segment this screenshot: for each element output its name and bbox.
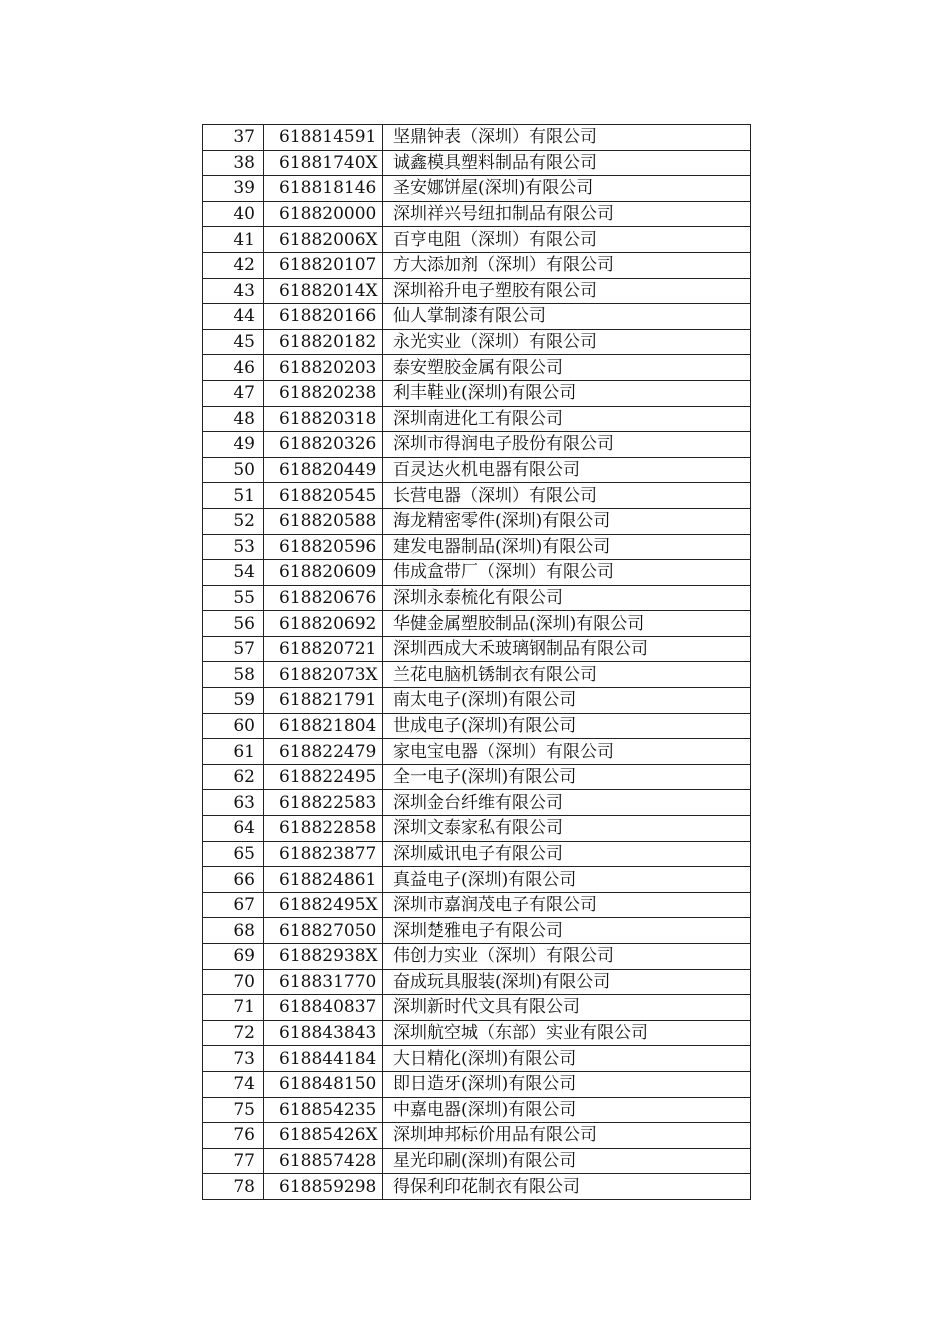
table-row xyxy=(203,560,751,586)
company-name: 家电宝电器（深圳）有限公司 xyxy=(383,739,751,765)
organization-code: 61882495X xyxy=(264,892,383,918)
company-name: 深圳金台纤维有限公司 xyxy=(383,790,751,816)
row-number: 73 xyxy=(203,1046,264,1072)
row-number: 42 xyxy=(203,252,264,278)
organization-code: 618822479 xyxy=(264,739,383,765)
organization-code: 618857428 xyxy=(264,1148,383,1174)
company-name: 全一电子(深圳)有限公司 xyxy=(383,764,751,790)
table-row xyxy=(203,176,751,202)
organization-code: 61882938X xyxy=(264,944,383,970)
organization-code: 618822495 xyxy=(264,764,383,790)
organization-code: 618820692 xyxy=(264,611,383,637)
table-row xyxy=(203,252,751,278)
company-name: 深圳威讯电子有限公司 xyxy=(383,841,751,867)
company-name: 深圳永泰梳化有限公司 xyxy=(383,585,751,611)
organization-code: 618843843 xyxy=(264,1020,383,1046)
organization-code: 618820107 xyxy=(264,252,383,278)
table-row xyxy=(203,329,751,355)
organization-code: 618820676 xyxy=(264,585,383,611)
row-number: 69 xyxy=(203,944,264,970)
table-row xyxy=(203,1097,751,1123)
row-number: 61 xyxy=(203,739,264,765)
company-name: 大日精化(深圳)有限公司 xyxy=(383,1046,751,1072)
table-row xyxy=(203,816,751,842)
company-name: 深圳新时代文具有限公司 xyxy=(383,995,751,1021)
company-name: 兰花电脑机锈制衣有限公司 xyxy=(383,662,751,688)
row-number: 77 xyxy=(203,1148,264,1174)
company-name: 海龙精密零件(深圳)有限公司 xyxy=(383,508,751,534)
table-row xyxy=(203,995,751,1021)
row-number: 59 xyxy=(203,688,264,714)
row-number: 66 xyxy=(203,867,264,893)
organization-code: 618818146 xyxy=(264,176,383,202)
company-name: 中嘉电器(深圳)有限公司 xyxy=(383,1097,751,1123)
organization-code: 618822583 xyxy=(264,790,383,816)
organization-code: 618820238 xyxy=(264,380,383,406)
table-row xyxy=(203,969,751,995)
organization-code: 618831770 xyxy=(264,969,383,995)
organization-code: 61882006X xyxy=(264,227,383,253)
table-row xyxy=(203,1020,751,1046)
table-row xyxy=(203,790,751,816)
company-name: 深圳航空城（东部）实业有限公司 xyxy=(383,1020,751,1046)
row-number: 46 xyxy=(203,355,264,381)
company-name: 即日造牙(深圳)有限公司 xyxy=(383,1071,751,1097)
row-number: 71 xyxy=(203,995,264,1021)
organization-code: 618859298 xyxy=(264,1174,383,1200)
table-row xyxy=(203,201,751,227)
company-name: 长营电器（深圳）有限公司 xyxy=(383,483,751,509)
company-name: 百灵达火机电器有限公司 xyxy=(383,457,751,483)
organization-code: 618820000 xyxy=(264,201,383,227)
company-name: 南太电子(深圳)有限公司 xyxy=(383,688,751,714)
table-row xyxy=(203,534,751,560)
row-number: 57 xyxy=(203,636,264,662)
organization-code: 618821791 xyxy=(264,688,383,714)
row-number: 76 xyxy=(203,1123,264,1149)
row-number: 60 xyxy=(203,713,264,739)
table-row xyxy=(203,304,751,330)
company-name: 利丰鞋业(深圳)有限公司 xyxy=(383,380,751,406)
table-row xyxy=(203,688,751,714)
row-number: 50 xyxy=(203,457,264,483)
company-name: 仙人掌制漆有限公司 xyxy=(383,304,751,330)
row-number: 48 xyxy=(203,406,264,432)
table-row xyxy=(203,150,751,176)
organization-code: 618827050 xyxy=(264,918,383,944)
table-row xyxy=(203,457,751,483)
table-row xyxy=(203,662,751,688)
company-name: 深圳文泰家私有限公司 xyxy=(383,816,751,842)
company-list-table xyxy=(202,124,751,1200)
table-row xyxy=(203,125,751,151)
organization-code: 618823877 xyxy=(264,841,383,867)
company-name: 世成电子(深圳)有限公司 xyxy=(383,713,751,739)
company-name: 深圳祥兴号纽扣制品有限公司 xyxy=(383,201,751,227)
organization-code: 618820545 xyxy=(264,483,383,509)
table-row xyxy=(203,585,751,611)
organization-code: 61881740X xyxy=(264,150,383,176)
row-number: 75 xyxy=(203,1097,264,1123)
organization-code: 618821804 xyxy=(264,713,383,739)
company-name: 得保利印花制衣有限公司 xyxy=(383,1174,751,1200)
row-number: 70 xyxy=(203,969,264,995)
table-row xyxy=(203,918,751,944)
table-row xyxy=(203,892,751,918)
organization-code: 618820721 xyxy=(264,636,383,662)
row-number: 72 xyxy=(203,1020,264,1046)
table-row xyxy=(203,713,751,739)
company-name: 伟成盒带厂（深圳）有限公司 xyxy=(383,560,751,586)
organization-code: 618824861 xyxy=(264,867,383,893)
row-number: 56 xyxy=(203,611,264,637)
row-number: 62 xyxy=(203,764,264,790)
row-number: 54 xyxy=(203,560,264,586)
table-row xyxy=(203,636,751,662)
row-number: 47 xyxy=(203,380,264,406)
table-row xyxy=(203,1071,751,1097)
table-body xyxy=(203,125,751,1200)
organization-code: 61882014X xyxy=(264,278,383,304)
company-name: 华健金属塑胶制品(深圳)有限公司 xyxy=(383,611,751,637)
organization-code: 618814591 xyxy=(264,125,383,151)
row-number: 65 xyxy=(203,841,264,867)
organization-code: 618820609 xyxy=(264,560,383,586)
table-row xyxy=(203,867,751,893)
table-row xyxy=(203,432,751,458)
table-row xyxy=(203,841,751,867)
company-name: 方大添加剂（深圳）有限公司 xyxy=(383,252,751,278)
row-number: 51 xyxy=(203,483,264,509)
company-name: 永光实业（深圳）有限公司 xyxy=(383,329,751,355)
row-number: 37 xyxy=(203,125,264,151)
row-number: 74 xyxy=(203,1071,264,1097)
row-number: 49 xyxy=(203,432,264,458)
organization-code: 618848150 xyxy=(264,1071,383,1097)
row-number: 68 xyxy=(203,918,264,944)
row-number: 55 xyxy=(203,585,264,611)
company-name: 深圳市得润电子股份有限公司 xyxy=(383,432,751,458)
organization-code: 618820182 xyxy=(264,329,383,355)
row-number: 58 xyxy=(203,662,264,688)
company-name: 百亨电阻（深圳）有限公司 xyxy=(383,227,751,253)
organization-code: 61882073X xyxy=(264,662,383,688)
organization-code: 618820203 xyxy=(264,355,383,381)
row-number: 45 xyxy=(203,329,264,355)
company-name: 坚鼎钟表（深圳）有限公司 xyxy=(383,125,751,151)
organization-code: 618820449 xyxy=(264,457,383,483)
table-row xyxy=(203,227,751,253)
table-row xyxy=(203,1174,751,1200)
company-name: 深圳楚雅电子有限公司 xyxy=(383,918,751,944)
row-number: 44 xyxy=(203,304,264,330)
table-row xyxy=(203,406,751,432)
table-row xyxy=(203,355,751,381)
table-row xyxy=(203,1123,751,1149)
company-name: 深圳坤邦标价用品有限公司 xyxy=(383,1123,751,1149)
organization-code: 618844184 xyxy=(264,1046,383,1072)
organization-code: 618820166 xyxy=(264,304,383,330)
row-number: 67 xyxy=(203,892,264,918)
table-row xyxy=(203,739,751,765)
row-number: 63 xyxy=(203,790,264,816)
company-name: 深圳西成大禾玻璃钢制品有限公司 xyxy=(383,636,751,662)
table-row xyxy=(203,1046,751,1072)
row-number: 52 xyxy=(203,508,264,534)
company-name: 泰安塑胶金属有限公司 xyxy=(383,355,751,381)
organization-code: 618820588 xyxy=(264,508,383,534)
company-name: 深圳裕升电子塑胶有限公司 xyxy=(383,278,751,304)
table-row xyxy=(203,380,751,406)
table-row xyxy=(203,611,751,637)
company-name: 奋成玩具服装(深圳)有限公司 xyxy=(383,969,751,995)
company-name: 建发电器制品(深圳)有限公司 xyxy=(383,534,751,560)
row-number: 64 xyxy=(203,816,264,842)
row-number: 39 xyxy=(203,176,264,202)
organization-code: 618840837 xyxy=(264,995,383,1021)
company-name: 真益电子(深圳)有限公司 xyxy=(383,867,751,893)
table-row xyxy=(203,1148,751,1174)
organization-code: 618820318 xyxy=(264,406,383,432)
table-row xyxy=(203,944,751,970)
company-name: 伟创力实业（深圳）有限公司 xyxy=(383,944,751,970)
company-name: 星光印刷(深圳)有限公司 xyxy=(383,1148,751,1174)
table-row xyxy=(203,483,751,509)
table-row xyxy=(203,278,751,304)
organization-code: 618854235 xyxy=(264,1097,383,1123)
organization-code: 618822858 xyxy=(264,816,383,842)
organization-code: 618820326 xyxy=(264,432,383,458)
row-number: 43 xyxy=(203,278,264,304)
company-name: 圣安娜饼屋(深圳)有限公司 xyxy=(383,176,751,202)
row-number: 40 xyxy=(203,201,264,227)
row-number: 41 xyxy=(203,227,264,253)
row-number: 38 xyxy=(203,150,264,176)
row-number: 78 xyxy=(203,1174,264,1200)
organization-code: 61885426X xyxy=(264,1123,383,1149)
table-row xyxy=(203,508,751,534)
row-number: 53 xyxy=(203,534,264,560)
company-name: 深圳南进化工有限公司 xyxy=(383,406,751,432)
table-row xyxy=(203,764,751,790)
organization-code: 618820596 xyxy=(264,534,383,560)
company-name: 诚鑫模具塑料制品有限公司 xyxy=(383,150,751,176)
company-name: 深圳市嘉润茂电子有限公司 xyxy=(383,892,751,918)
